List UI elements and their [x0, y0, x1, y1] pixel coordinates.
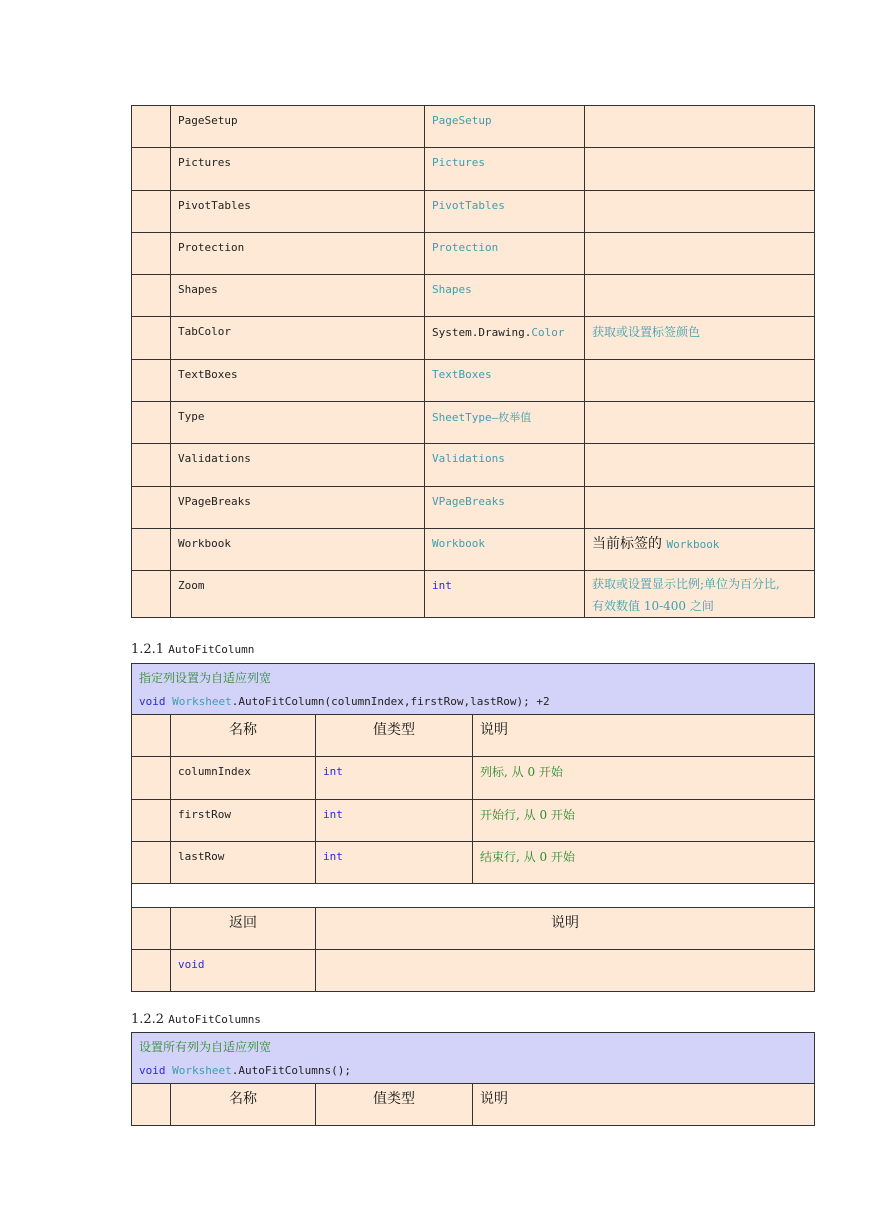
index-cell: [132, 487, 171, 529]
type-text: SheetType—枚举值: [432, 411, 532, 424]
method-summary-band: [132, 1033, 815, 1084]
table-row: [132, 487, 815, 529]
section-title: AutoFitColumns: [168, 1013, 261, 1026]
table-row: [132, 360, 815, 402]
index-cell: [132, 1084, 171, 1126]
return-header-row: [132, 908, 815, 950]
property-name: TextBoxes: [171, 360, 425, 402]
return-desc: [316, 950, 815, 992]
property-desc: [585, 233, 815, 275]
property-desc: [585, 360, 815, 402]
property-type: Pictures: [425, 148, 585, 191]
header-name: 名称: [171, 715, 316, 757]
index-cell: [132, 402, 171, 444]
param-type: int: [316, 800, 473, 842]
property-name: Validations: [171, 444, 425, 487]
property-desc: 获取或设置标签颜色: [585, 317, 815, 360]
property-type: [425, 317, 585, 360]
index-cell: [132, 444, 171, 487]
header-desc: 说明: [473, 715, 815, 757]
property-name: Workbook: [171, 529, 425, 571]
spacer-row: [132, 884, 815, 908]
table-row: [132, 191, 815, 233]
param-name: columnIndex: [171, 757, 316, 800]
table-row: [132, 233, 815, 275]
desc-class: Workbook: [666, 538, 720, 551]
property-name: Shapes: [171, 275, 425, 317]
property-name: Pictures: [171, 148, 425, 191]
header-desc: 说明: [473, 1084, 815, 1126]
property-name: VPageBreaks: [171, 487, 425, 529]
signature-rest: .AutoFitColumns();: [231, 1064, 351, 1077]
property-desc: [585, 444, 815, 487]
index-cell: [132, 571, 171, 618]
index-cell: [132, 757, 171, 800]
keyword-void: void: [139, 695, 166, 708]
property-type: int: [425, 571, 585, 618]
table-row: [132, 571, 815, 618]
property-name: Zoom: [171, 571, 425, 618]
property-type: [425, 402, 585, 444]
table-row: [132, 800, 815, 842]
signature-rest: .AutoFitColumn(columnIndex,firstRow,lastRow); +2: [231, 695, 550, 708]
param-type: int: [316, 757, 473, 800]
param-header-row: [132, 1084, 815, 1126]
header-return: 返回: [171, 908, 316, 950]
class-name: Worksheet: [172, 695, 232, 708]
property-desc: [585, 106, 815, 148]
param-header-row: [132, 715, 815, 757]
property-type: Validations: [425, 444, 585, 487]
property-type: VPageBreaks: [425, 487, 585, 529]
table-row: [132, 317, 815, 360]
table-row: [132, 842, 815, 884]
property-name: Protection: [171, 233, 425, 275]
property-type: TextBoxes: [425, 360, 585, 402]
param-desc: 开始行, 从 0 开始: [473, 800, 815, 842]
header-type: 值类型: [316, 1084, 473, 1126]
index-cell: [132, 360, 171, 402]
section-number: 1.2.1: [131, 642, 165, 657]
method-signature: [139, 690, 807, 713]
index-cell: [132, 529, 171, 571]
method-summary: 指定列设置为自适应列宽: [139, 671, 272, 685]
section-number: 1.2.2: [131, 1012, 165, 1027]
index-cell: [132, 950, 171, 992]
keyword-void: void: [139, 1064, 166, 1077]
property-type: PageSetup: [425, 106, 585, 148]
property-desc: [585, 402, 815, 444]
index-cell: [132, 800, 171, 842]
summary-cell: [132, 664, 815, 715]
header-return-desc: 说明: [316, 908, 815, 950]
index-cell: [132, 148, 171, 191]
index-cell: [132, 715, 171, 757]
section-heading: [131, 642, 254, 657]
method-summary-band: [132, 664, 815, 715]
param-desc: 列标, 从 0 开始: [473, 757, 815, 800]
type-class: Color: [531, 326, 565, 339]
table-row: [132, 275, 815, 317]
index-cell: [132, 842, 171, 884]
index-cell: [132, 317, 171, 360]
param-name: lastRow: [171, 842, 316, 884]
properties-table: [131, 105, 815, 618]
properties-table-body: [132, 106, 815, 618]
header-name: 名称: [171, 1084, 316, 1126]
method-summary: 设置所有列为自适应列宽: [139, 1040, 272, 1054]
table-row: [132, 444, 815, 487]
spacer-cell: [132, 884, 815, 908]
property-type: Workbook: [425, 529, 585, 571]
table-row: [132, 402, 815, 444]
desc-line: 有效数值 10-400 之间: [592, 599, 714, 613]
table-row: [132, 529, 815, 571]
table-row: [132, 148, 815, 191]
header-type: 值类型: [316, 715, 473, 757]
type-namespace: System.Drawing.: [432, 326, 532, 339]
property-desc: [585, 571, 815, 618]
desc-line: 获取或设置显示比例;单位为百分比,: [592, 577, 780, 591]
property-name: TabColor: [171, 317, 425, 360]
property-desc: [585, 487, 815, 529]
table-row: [132, 757, 815, 800]
property-type: Protection: [425, 233, 585, 275]
section-heading: [131, 1012, 261, 1027]
property-type: PivotTables: [425, 191, 585, 233]
index-cell: [132, 106, 171, 148]
method-table: [131, 663, 815, 992]
class-name: Worksheet: [172, 1064, 232, 1077]
index-cell: [132, 233, 171, 275]
return-type: void: [171, 950, 316, 992]
index-cell: [132, 191, 171, 233]
property-desc: [585, 529, 815, 571]
section-title: AutoFitColumn: [168, 643, 255, 656]
desc-text: 当前标签的: [592, 536, 667, 552]
property-desc: [585, 148, 815, 191]
param-type: int: [316, 842, 473, 884]
summary-cell: [132, 1033, 815, 1084]
method-table: [131, 1032, 815, 1126]
param-desc: 结束行, 从 0 开始: [473, 842, 815, 884]
index-cell: [132, 908, 171, 950]
param-name: firstRow: [171, 800, 316, 842]
property-type: Shapes: [425, 275, 585, 317]
table-row: [132, 106, 815, 148]
property-name: PageSetup: [171, 106, 425, 148]
method-signature: [139, 1059, 807, 1082]
index-cell: [132, 275, 171, 317]
property-desc: [585, 191, 815, 233]
property-name: Type: [171, 402, 425, 444]
property-desc: [585, 275, 815, 317]
table-row: [132, 950, 815, 992]
property-name: PivotTables: [171, 191, 425, 233]
